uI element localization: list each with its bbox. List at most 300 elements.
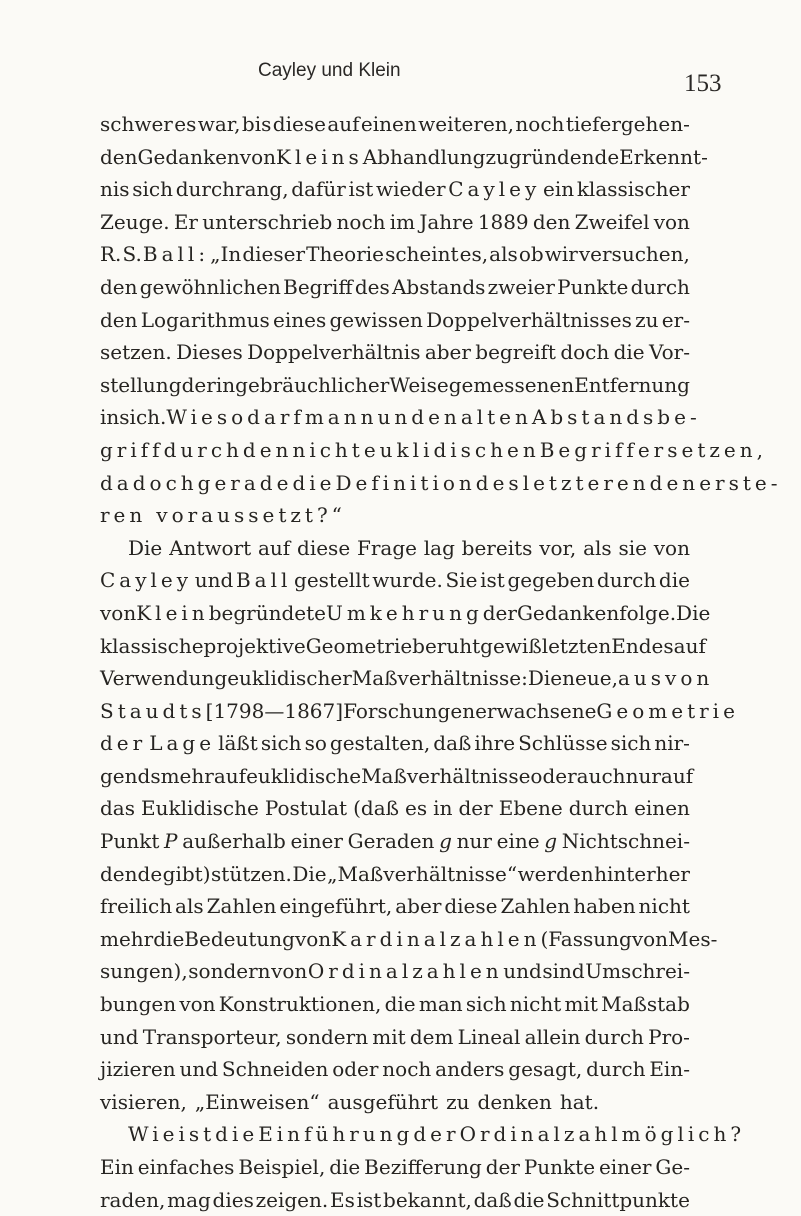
word: auch (576, 763, 626, 788)
word: griff (100, 437, 164, 462)
text-line (100, 630, 706, 663)
text-line (100, 336, 690, 369)
word: läßt (218, 731, 258, 756)
word: ein (542, 177, 575, 202)
body-text (100, 108, 782, 1216)
word: „Maßverhältnisse“ (327, 861, 518, 886)
word: nichteuklidischen (292, 437, 540, 462)
word: und (100, 1024, 139, 1049)
word: Frage (356, 535, 417, 560)
word: als (583, 535, 612, 560)
word: gerade (197, 470, 293, 495)
word: Umschrei- (585, 959, 690, 984)
word: sich (610, 731, 652, 756)
word: versuchen, (578, 242, 690, 267)
word: nir- (654, 731, 690, 756)
word: gebräuchlicher (235, 372, 390, 397)
word: Ordinalzahl (459, 1122, 622, 1147)
word: auf (660, 763, 694, 788)
word: begreift (475, 340, 556, 365)
text-line (100, 792, 690, 825)
word: Zweifel (574, 209, 650, 234)
word: man (304, 405, 361, 430)
word: weiteren, (418, 112, 515, 136)
word: einer (290, 829, 343, 854)
text-line (100, 1053, 690, 1086)
word: neue, (562, 666, 618, 691)
word: Ge- (655, 1155, 690, 1179)
word: nis (100, 177, 130, 202)
word: „Einweisen“ (194, 1089, 320, 1114)
word: es, (459, 242, 489, 267)
word: jizieren (100, 1057, 176, 1082)
word: wieder (375, 177, 446, 202)
word: sich (132, 177, 173, 202)
word: aber (395, 894, 442, 919)
word: gewöhnlichen (139, 274, 281, 299)
word: scheint (385, 242, 459, 267)
word: Jahre (419, 209, 474, 234)
word: Ein- (649, 1057, 690, 1082)
word: oder (332, 1057, 379, 1082)
word: Kleins (276, 144, 363, 169)
word: Zeuge. (100, 209, 170, 234)
word: setzen. (100, 340, 172, 365)
word: zweier (487, 274, 555, 299)
word: Endes (611, 633, 674, 658)
word: die (613, 340, 645, 365)
word: dende (100, 861, 163, 886)
word: Umkehrung (325, 600, 483, 625)
word: die (329, 1155, 361, 1179)
word: des (475, 470, 523, 495)
word: daß (433, 731, 472, 756)
word: durch (568, 796, 629, 821)
word: der (100, 731, 147, 756)
word: anders (435, 1057, 505, 1082)
word: Punkt (100, 829, 160, 854)
word: der (181, 372, 216, 397)
word: er- (661, 307, 690, 332)
word: gestellt (294, 568, 370, 593)
text-line (100, 825, 690, 858)
running-title: Cayley und Klein (258, 60, 401, 81)
word: gewiß (480, 633, 542, 658)
word: nicht (638, 894, 690, 919)
word: Transporteur, (142, 1024, 282, 1049)
word: haben (573, 894, 636, 919)
word: 1889 (477, 209, 529, 234)
word: alten (460, 405, 532, 430)
word: stützen. (211, 861, 292, 886)
word: ersetzen, (637, 437, 767, 462)
word: Vor- (648, 340, 690, 365)
text-line (100, 401, 701, 434)
text-line (100, 304, 690, 337)
word: Zahlen (500, 894, 571, 919)
word: diese (297, 535, 351, 560)
word: g (544, 829, 558, 854)
word: bereits (461, 535, 533, 560)
word: Wieso (166, 405, 248, 430)
word: bungen (100, 992, 177, 1017)
word: einer (598, 1155, 652, 1179)
word: Cayley (448, 177, 541, 202)
word: als (489, 242, 518, 267)
word: sich. (119, 405, 167, 430)
word: vor, (539, 535, 577, 560)
word: Kardinalzahlen (331, 926, 541, 951)
word: Einführung (258, 1122, 414, 1147)
word: durch (630, 274, 690, 299)
word: Es (329, 1187, 355, 1212)
word: freilich (100, 894, 173, 919)
word: im (389, 209, 416, 234)
text-line (100, 662, 714, 695)
word: sind (542, 959, 585, 984)
word: P (164, 829, 178, 854)
word: Weise (389, 372, 449, 397)
word: den (649, 470, 700, 495)
word: letzteren (522, 470, 650, 495)
word: mehr (100, 926, 154, 951)
word: Doppelverhältnis (247, 340, 421, 365)
text-line (100, 1086, 690, 1119)
text-line (100, 695, 739, 728)
word: eine (496, 829, 540, 854)
text-line (100, 108, 690, 141)
word: Abhandlung (362, 144, 486, 169)
word: sondern (285, 1024, 369, 1049)
word: Gedanken (137, 144, 240, 169)
word: Ein (100, 1155, 134, 1179)
word: gewissen (329, 307, 423, 332)
word: man (418, 992, 463, 1017)
word: einen (360, 112, 417, 136)
word: Postulat (264, 796, 348, 821)
word: da (100, 470, 133, 495)
word: Cayley (100, 568, 193, 593)
word: Abstands (391, 274, 486, 299)
word: zu (635, 307, 659, 332)
word: mehr (160, 763, 214, 788)
word: g (439, 829, 452, 854)
word: auf (673, 633, 706, 658)
word: Bezifferung (364, 1155, 482, 1179)
text-line (100, 271, 690, 304)
word: Dieses (176, 340, 243, 365)
text-line (100, 434, 767, 467)
text-line (100, 923, 718, 956)
page-number: 153 (684, 70, 722, 97)
word: dafür (291, 177, 346, 202)
word: ist (480, 568, 505, 593)
word: Begriff (539, 437, 638, 462)
word: doch (132, 470, 198, 495)
word: visieren, (100, 1089, 187, 1114)
word: Die (676, 600, 711, 625)
word: Schneiden (221, 1057, 329, 1082)
word: Klein (136, 600, 209, 625)
word: letzten (541, 633, 612, 658)
word: oder (530, 763, 577, 788)
word: und (194, 568, 234, 593)
word: Die (527, 666, 563, 691)
word: möglich? (621, 1122, 746, 1147)
word: einen (634, 796, 690, 821)
word: Beispiel, (238, 1155, 326, 1179)
word: ist (356, 1187, 382, 1212)
text-line (100, 467, 782, 500)
word: darf (247, 405, 305, 430)
word: sungen), (100, 959, 188, 984)
text-line (100, 532, 690, 565)
word: Maßstab (601, 992, 690, 1017)
word: diese (444, 894, 498, 919)
word: denken (477, 1089, 552, 1114)
word: Erkennt- (619, 144, 708, 169)
word: sich (260, 731, 302, 756)
word: die (384, 992, 416, 1017)
word: daß (473, 1187, 512, 1212)
word: R. (100, 242, 122, 267)
word: das (100, 796, 135, 821)
word: gibt) (162, 861, 211, 886)
word: als (175, 894, 204, 919)
word: zeigen. (255, 1187, 329, 1212)
word: es (174, 112, 197, 136)
word: zu (446, 1089, 470, 1114)
word: Maßverhältnisse: (351, 666, 528, 691)
word: Schnittpunkte (546, 1187, 690, 1212)
word: die (215, 1122, 259, 1147)
word: nur (625, 763, 661, 788)
word: Konstruktionen, (218, 992, 382, 1017)
word: nicht (509, 992, 562, 1017)
word: von (271, 959, 308, 984)
word: Bedeutung (184, 926, 295, 951)
word: durch (586, 1057, 646, 1082)
word: allein (524, 1024, 581, 1049)
text-line (100, 206, 690, 239)
word: den (242, 437, 293, 462)
word: stellung (100, 372, 182, 397)
word: in (100, 405, 120, 430)
word: Punkte (523, 1155, 596, 1179)
word: die (153, 926, 185, 951)
word: gesagt, (508, 1057, 583, 1082)
text-line (100, 1118, 746, 1151)
word: den (100, 274, 138, 299)
word: Die (128, 535, 163, 560)
word: werden (517, 861, 594, 886)
word: die (513, 1187, 545, 1212)
word: durch (163, 437, 243, 462)
word: aus (617, 666, 666, 691)
word: gestalten, (329, 731, 431, 756)
word: klassischer (576, 177, 690, 202)
text-line (100, 727, 690, 760)
word: noch (336, 209, 386, 234)
text-line (100, 1151, 690, 1184)
word: ob (518, 242, 544, 267)
word: Gedankenfolge. (516, 600, 677, 625)
word: [1798—1867] (205, 698, 344, 723)
word: aber (424, 340, 471, 365)
word: des (354, 274, 390, 299)
text-line (100, 955, 690, 988)
text-line (100, 564, 690, 597)
word: begründete (208, 600, 326, 625)
word: gründende (508, 144, 620, 169)
word: (Fassung (540, 926, 632, 951)
word: der (413, 1122, 460, 1147)
word: Lineal (457, 1024, 521, 1049)
word: Abstandsbe- (531, 405, 701, 430)
word: außerhalb (182, 829, 286, 854)
word: nur (456, 829, 492, 854)
word: und (503, 959, 542, 984)
word: ausgeführt (327, 1089, 439, 1114)
word: noch (382, 1057, 432, 1082)
word: Zahlen (206, 894, 277, 919)
word: (daß (353, 796, 399, 821)
word: diese (272, 112, 326, 136)
word: mit (564, 992, 598, 1017)
word: klassische (100, 633, 204, 658)
word: Euklidische (141, 796, 259, 821)
word: der (485, 1155, 520, 1179)
word: durch (596, 568, 657, 593)
word: wir (544, 242, 578, 267)
word: euklidische (246, 763, 362, 788)
word: durch (584, 1024, 644, 1049)
word: Punkte (557, 274, 629, 299)
word: Schlüsse (518, 731, 608, 756)
word: nun (360, 405, 412, 430)
word: hinterher (594, 861, 690, 886)
word: Staudts (100, 698, 206, 723)
word: den (411, 405, 461, 430)
word: dieDefinition (292, 470, 476, 495)
running-header (0, 58, 801, 97)
word: ihre (474, 731, 516, 756)
word: Geraden (347, 829, 435, 854)
word: Lage (149, 731, 216, 756)
word: sich (465, 992, 507, 1017)
word: Doppelverhältnisses (426, 307, 632, 332)
word: schwer (100, 112, 173, 136)
word: Begriff (283, 274, 353, 299)
word: den (532, 209, 571, 234)
word: den (100, 307, 138, 332)
word: in (215, 372, 236, 397)
text-line (100, 369, 690, 402)
word: in (433, 796, 453, 821)
word: Verwendung (100, 666, 228, 691)
word: Wie (128, 1122, 179, 1147)
word: sie (618, 535, 647, 560)
word: ist (348, 177, 374, 202)
word: Nichtschnei- (561, 829, 690, 854)
word: ist (178, 1122, 216, 1147)
word: Forschungen (343, 698, 476, 723)
word: S. (122, 242, 142, 267)
word: es (405, 796, 428, 821)
word: Pro- (648, 1024, 690, 1049)
text-line (100, 890, 690, 923)
word: Logarithmus (140, 307, 270, 332)
word: gends (100, 763, 161, 788)
word: sondern (188, 959, 271, 984)
word: Geometrie (596, 698, 739, 723)
word: doch (560, 340, 610, 365)
word: bis (241, 112, 272, 136)
word: die (658, 568, 690, 593)
word: dieser (242, 242, 306, 267)
text-line (100, 1184, 690, 1216)
word: der (458, 796, 493, 821)
text-line (100, 499, 690, 532)
word: zu (485, 144, 509, 169)
word: mag (167, 1187, 211, 1212)
word: Mes- (668, 926, 718, 951)
word: von (631, 926, 669, 951)
word: war, (197, 112, 241, 136)
text-line (100, 760, 694, 793)
word: Ebene (498, 796, 563, 821)
word: so (304, 731, 327, 756)
word: Theorie (306, 242, 384, 267)
word: dem (409, 1024, 454, 1049)
word: „In (210, 242, 242, 267)
word: eines (273, 307, 327, 332)
text-line (100, 858, 690, 891)
word: einfaches (137, 1155, 235, 1179)
word: bekannt, (383, 1187, 472, 1212)
word: von (239, 144, 277, 169)
text-line (100, 988, 690, 1021)
word: unterschrieb (202, 209, 333, 234)
word: voraussetzt?“ (156, 503, 346, 528)
word: erwachsene (475, 698, 597, 723)
word: hat. (559, 1089, 600, 1114)
word: projektive (203, 633, 306, 658)
text-line (100, 173, 690, 206)
word: Ball (235, 568, 292, 593)
word: auf (327, 112, 360, 136)
word: erste- (699, 470, 782, 495)
word: von (653, 209, 690, 234)
word: raden, (100, 1187, 166, 1212)
word: der (482, 600, 517, 625)
word: euklidischer (227, 666, 352, 691)
word: auf (213, 763, 247, 788)
word: mit (372, 1024, 406, 1049)
word: beruht (412, 633, 481, 658)
word: und (179, 1057, 219, 1082)
word: Ball: (142, 242, 210, 267)
text-line (100, 597, 711, 630)
word: Entfernung (574, 372, 690, 397)
word: Die (292, 861, 327, 886)
word: Antwort (169, 535, 252, 560)
word: auf (258, 535, 291, 560)
word: durchrang, (175, 177, 289, 202)
text-line (100, 141, 708, 174)
word: Ordinalzahlen (307, 959, 503, 984)
word: eingeführt, (279, 894, 393, 919)
